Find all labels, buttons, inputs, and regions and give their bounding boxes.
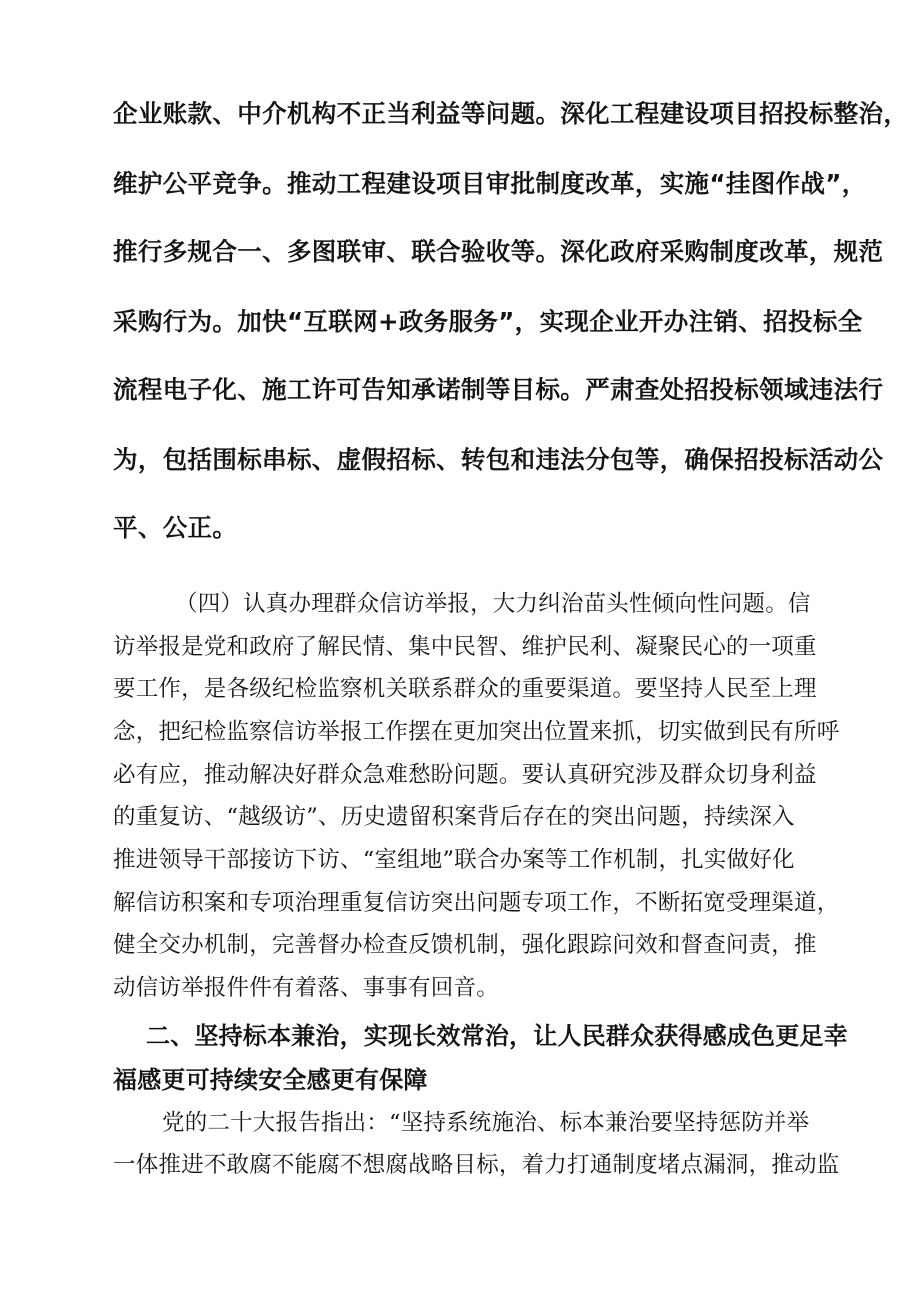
- paragraph-1-line: 维护公平竞争。推动工程建设项目审批制度改革，实施“挂图作战”，: [113, 169, 867, 198]
- paragraph-2-line: 要工作，是各级纪检监察机关联系群众的重要渠道。要坚持人民至上理: [113, 676, 817, 702]
- paragraph-1-line: 为，包括围标串标、虚假招标、转包和违法分包等，确保招投标活动公: [113, 445, 884, 474]
- paragraph-2-line: 推进领导干部接访下访、“室组地”联合办案等工作机制，扎实做好化: [113, 847, 795, 873]
- paragraph-1-line: 采购行为。加快“互联网+政务服务”，实现企业开办注销、招投标全: [113, 307, 863, 336]
- paragraph-2-line: 动信访举报件件有着落、事事有回音。: [113, 975, 499, 1001]
- paragraph-1-line: 平、公正。: [113, 513, 238, 542]
- section-heading-line: 二、坚持标本兼治，实现长效常治，让人民群众获得感成色更足幸: [146, 1022, 848, 1050]
- paragraph-1-line: 企业账款、中介机构不正当利益等问题。深化工程建设项目招投标整治，: [113, 99, 909, 128]
- paragraph-2-line: 健全交办机制，完善督办检查反馈机制，强化跟踪问效和督查问责，推: [113, 932, 817, 958]
- paragraph-2-line: 访举报是党和政府了解民情、集中民智、维护民利、凝聚民心的一项重: [113, 634, 817, 660]
- paragraph-2-line: （四）认真办理群众信访举报，大力纠治苗头性倾向性问题。信: [175, 591, 811, 617]
- section-heading-line: 福感更可持续安全感更有保障: [113, 1066, 428, 1094]
- paragraph-2-line: 解信访积案和专项治理重复信访突出问题专项工作，不断拓宽受理渠道，: [113, 890, 840, 916]
- paragraph-3-line: 党的二十大报告指出：“坚持系统施治、标本兼治要坚持惩防并举: [162, 1110, 810, 1136]
- paragraph-1-line: 流程电子化、施工许可告知承诺制等目标。严肃查处招投标领域违法行: [113, 375, 884, 404]
- paragraph-2-line: 念，把纪检监察信访举报工作摆在更加突出位置来抓，切实做到民有所呼: [113, 719, 840, 745]
- paragraph-2-line: 的重复访、“越级访”、历史遗留积案背后存在的突出问题，持续深入: [113, 804, 795, 830]
- paragraph-3-line: 一体推进不敢腐不能腐不想腐战略目标，着力打通制度堵点漏洞，推动监: [113, 1152, 840, 1178]
- paragraph-2-line: 必有应，推动解决好群众急难愁盼问题。要认真研究涉及群众切身利益: [113, 762, 817, 788]
- paragraph-1-line: 推行多规合一、多图联审、联合验收等。深化政府采购制度改革，规范: [113, 237, 884, 266]
